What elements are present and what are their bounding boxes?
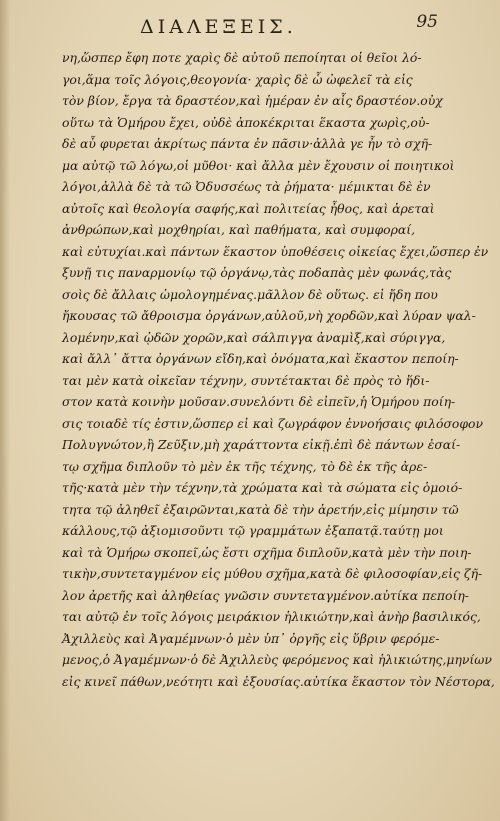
text-line: τῳ σχῆμα διπλοῦν τὸ μὲν ἐκ τῆς τέχνης, τὸ δὲ ἐκ τῆς ἀρε-	[62, 458, 428, 474]
text-line: τητα τῷ ἀληθεῖ ἐξαιρῶνται,κατὰ δὲ τὴν ἀρετήν,εἰς μίμησιν τῶ	[62, 501, 459, 517]
text-line: Ἀχιλλεὺς καὶ Ἀγαμέμνων·ὁ μὲν ὑπ᾽ ὀργῆς εἰς ὕβριν φερόμε-	[62, 630, 440, 646]
text-line: τὸν βίον, ἔργα τὰ δραστέον,καὶ ἡμέραν ἐν αἷς δραστέον.οὐχ	[62, 93, 443, 108]
text-line: αὐτοῖς καὶ θεολογία σαφής,καὶ πολιτείας ἦθος, καὶ ἀρεταὶ	[62, 200, 435, 216]
text-line: ται αὐτῷ ἐν τοῖς λόγοις μειράκιον ἡλικιώτην,καὶ ἀνὴρ βασιλικός,	[62, 609, 481, 624]
text-line: λον ἀρετῆς καὶ ἀληθείας γνῶσιν συντεταγμένον.αὐτίκα πεποίη-	[62, 587, 469, 603]
text-line: καὶ εὐτυχίαι.καὶ πάντων ἕκαστον ὑποθέσεις οἰκείας ἔχει,ὥσπερ ἐν	[62, 243, 489, 259]
text-line: στον κατὰ κοινὴν μοῦσαν.συνελόντι δὲ εἰπεῖν,ἡ Ὁμήρου ποίη-	[62, 394, 456, 409]
text-line: καὶ ἄλλ᾽ ἄττα ὀργάνων εἴδη,καὶ ὀνόματα,καὶ ἕκαστον πεποίη-	[62, 351, 459, 366]
text-line: ἤκουσας τῶ ἄθροισμα ὀργάνων,αὐλοῦ,νὴ χορδῶν,καὶ λύραν ψαλ-	[62, 308, 476, 323]
text-line: νη,ὥσπερ ἔφη ποτε χαρὶς δὲ αὐτοῦ πεποίηται οἱ θεῖοι λό-	[62, 50, 422, 65]
text-line: ται μὲν κατὰ οἰκεῖαν τέχνην, συντέτακται δὲ πρὸς τὸ ἥδι-	[62, 372, 430, 388]
running-title: ΔΙΑΛΕΞΕΙΣ.	[140, 16, 297, 38]
text-line: τικὴν,συντεταγμένον εἰς μύθου σχῆμα,κατὰ δὲ φιλοσοφίαν,εἰς ζῆ-	[62, 566, 483, 581]
text-line: λόγοι,ἀλλὰ δὲ τὰ τῶ Ὀδυσσέως τὰ ῥήματα· μέμικται δὲ ἐν	[62, 179, 431, 194]
text-line: σοὶς δὲ ἄλλαις ὡμολογημένας.μᾶλλον δὲ οὕτως. εἰ ἤδη που	[62, 286, 438, 302]
text-line: σις τοιαδὲ τίς ἐστιν,ὥσπερ εἰ καὶ ζωγράφον ἐννοήσαις φιλόσοφον	[62, 415, 484, 431]
page-gutter-shadow	[0, 0, 10, 821]
text-line: ξυνῇ τις παναρμονίῳ τῷ ὀργάνῳ,τὰς ποδαπὰς μὲν φωνάς,τὰς	[62, 265, 452, 280]
page-header	[0, 10, 500, 40]
text-line: δὲ αὖ φυρεται ἀκρίτως πάντα ἐν πᾶσιν·ἀλλὰ γε ἦν τὸ σχῆ-	[62, 136, 433, 151]
text-line: μενος,ὁ Ἀγαμέμνων·ὁ δὲ Ἀχιλλεὺς φερόμενος καὶ ἡλικιώτης,μηνίων	[62, 652, 492, 667]
text-line: λομένην,καὶ ᾠδῶν χορῶν,καὶ σάλπιγγα ἀναμὶξ,καὶ σύριγγα,	[62, 329, 446, 345]
text-line: κάλλους,τῷ ἀξιομισοῦντι τῷ γραμμάτων ἐξαπατᾷ.ταύτῃ μοι	[62, 523, 444, 538]
text-line: τῆς·κατὰ μὲν τὴν τέχνην,τὰ χρώματα καὶ τὰ σώματα εἰς ὁμοιό-	[62, 480, 463, 495]
text-line: γοι,ἅμα τοῖς λόγοις,θεογονία· χαρὶς δὲ ὧ ὠφελεῖ τὰ εἰς	[62, 71, 413, 87]
page-number: 95	[416, 12, 438, 32]
text-line: ἀνθρώπων,καὶ μοχθηρίαι, καὶ παθήματα, καὶ συμφοραί,	[62, 222, 416, 237]
text-line: Πολυγνώτον,ἢ Ζεῦξιν,μὴ χαράττοντα εἰκῇ.ἐπὶ δὲ πάντων ἐσαί-	[62, 437, 461, 452]
text-line: μα αὐτῷ τῶ λόγω,οἱ μῦθοι· καὶ ἄλλα μὲν ἔχουσιν οἱ ποιητικοὶ	[62, 157, 455, 173]
greek-text-block	[62, 47, 495, 692]
text-line: εἰς κινεῖ πάθων,νεότητι καὶ ἐξουσίας.αὐτίκα ἕκαστον τὸν Νέστορα,	[62, 673, 495, 689]
text-line: καὶ τὰ Ὁμήρω σκοπεῖ,ὡς ἔστι σχῆμα διπλοῦν,κατὰ μὲν τὴν ποιη-	[62, 544, 472, 560]
text-line: οὕτω τὰ Ὁμήρου ἔχει, οὐδὲ ἀποκέκριται ἕκαστα χωρὶς,οὐ-	[62, 114, 430, 130]
